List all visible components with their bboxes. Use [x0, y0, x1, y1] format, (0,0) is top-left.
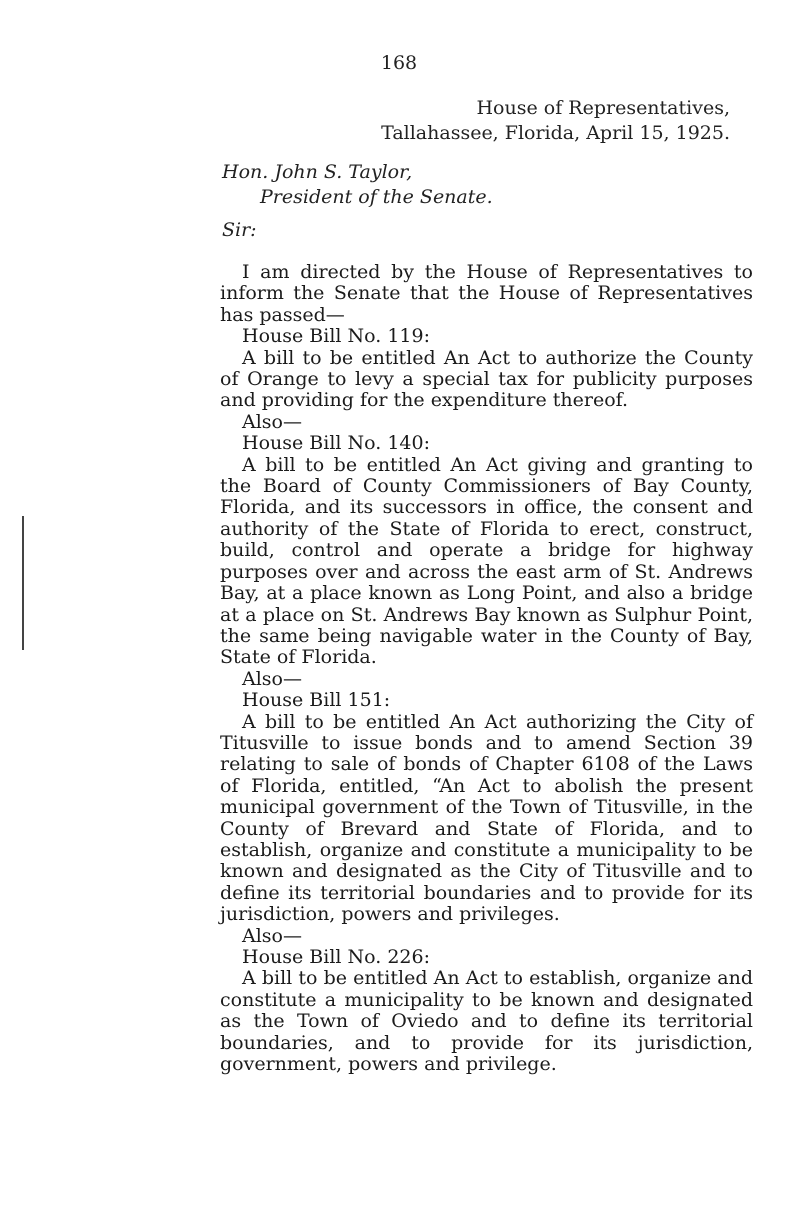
margin-bar — [22, 516, 24, 650]
addressee-title: President of the Senate. — [260, 186, 493, 208]
heading-line-2: Tallahassee, Florida, April 15, 1925. — [381, 122, 730, 144]
letter-heading — [381, 96, 730, 146]
salutation: Sir: — [222, 219, 257, 241]
addressee-name: Hon. John S. Taylor, — [222, 161, 413, 183]
addressee — [222, 160, 493, 210]
also-line: Also— — [242, 924, 302, 947]
paragraph: A bill to be entitled An Act giving and granting to the Board of County Commissioners of Bay County, Florida, and its successors in office, the consent and authority of the State of Florida to erect, construct, build, control and operate a bridge for highway purposes over and across the east arm of St. Andrews Bay, at a place known as Long Point, and also a bridge at a place on St. Andrews Bay known as Sulphur Point, the same being navigable water in the County of Bay, State of Florida. — [220, 453, 753, 669]
bill-number: House Bill No. 140: — [242, 432, 430, 455]
page-number: 168 — [380, 52, 418, 74]
heading-line-1: House of Representatives, — [476, 97, 730, 119]
also-line: Also— — [242, 410, 302, 433]
also-line: Also— — [242, 667, 302, 690]
letter-body — [220, 262, 753, 1075]
bill-number: House Bill No. 119: — [242, 325, 430, 348]
bill-number: House Bill No. 226: — [242, 946, 430, 968]
paragraph: A bill to be entitled An Act to authorize the County of Orange to levy a special tax for publicity purposes and providing for the expenditure thereof. — [220, 346, 753, 412]
paragraph: I am directed by the House of Representatives to inform the Senate that the House of Representatives has passed— — [220, 261, 753, 326]
bill-number: House Bill 151: — [242, 689, 391, 712]
paragraph: A bill to be entitled An Act to establish, organize and constitute a municipality to be known and designated as the Town of Oviedo and to define its territorial boundaries, and to provide for its jurisdiction, government, powers and privilege. — [220, 967, 753, 1076]
paragraph: A bill to be entitled An Act authorizing the City of Titusville to issue bonds and to amend Section 39 relating to sale of bonds of Chapter 6108 of the Laws of Florida, entitled, “An Act to abolish the present municipal government of the Town of Titusville, in the County of Brevard and State of Florida, and to establish, organize and constitute a municipality to be known and designated as the City of Titusville and to define its territorial boundaries and to provide for its jurisdiction, powers and privileges. — [220, 710, 753, 926]
